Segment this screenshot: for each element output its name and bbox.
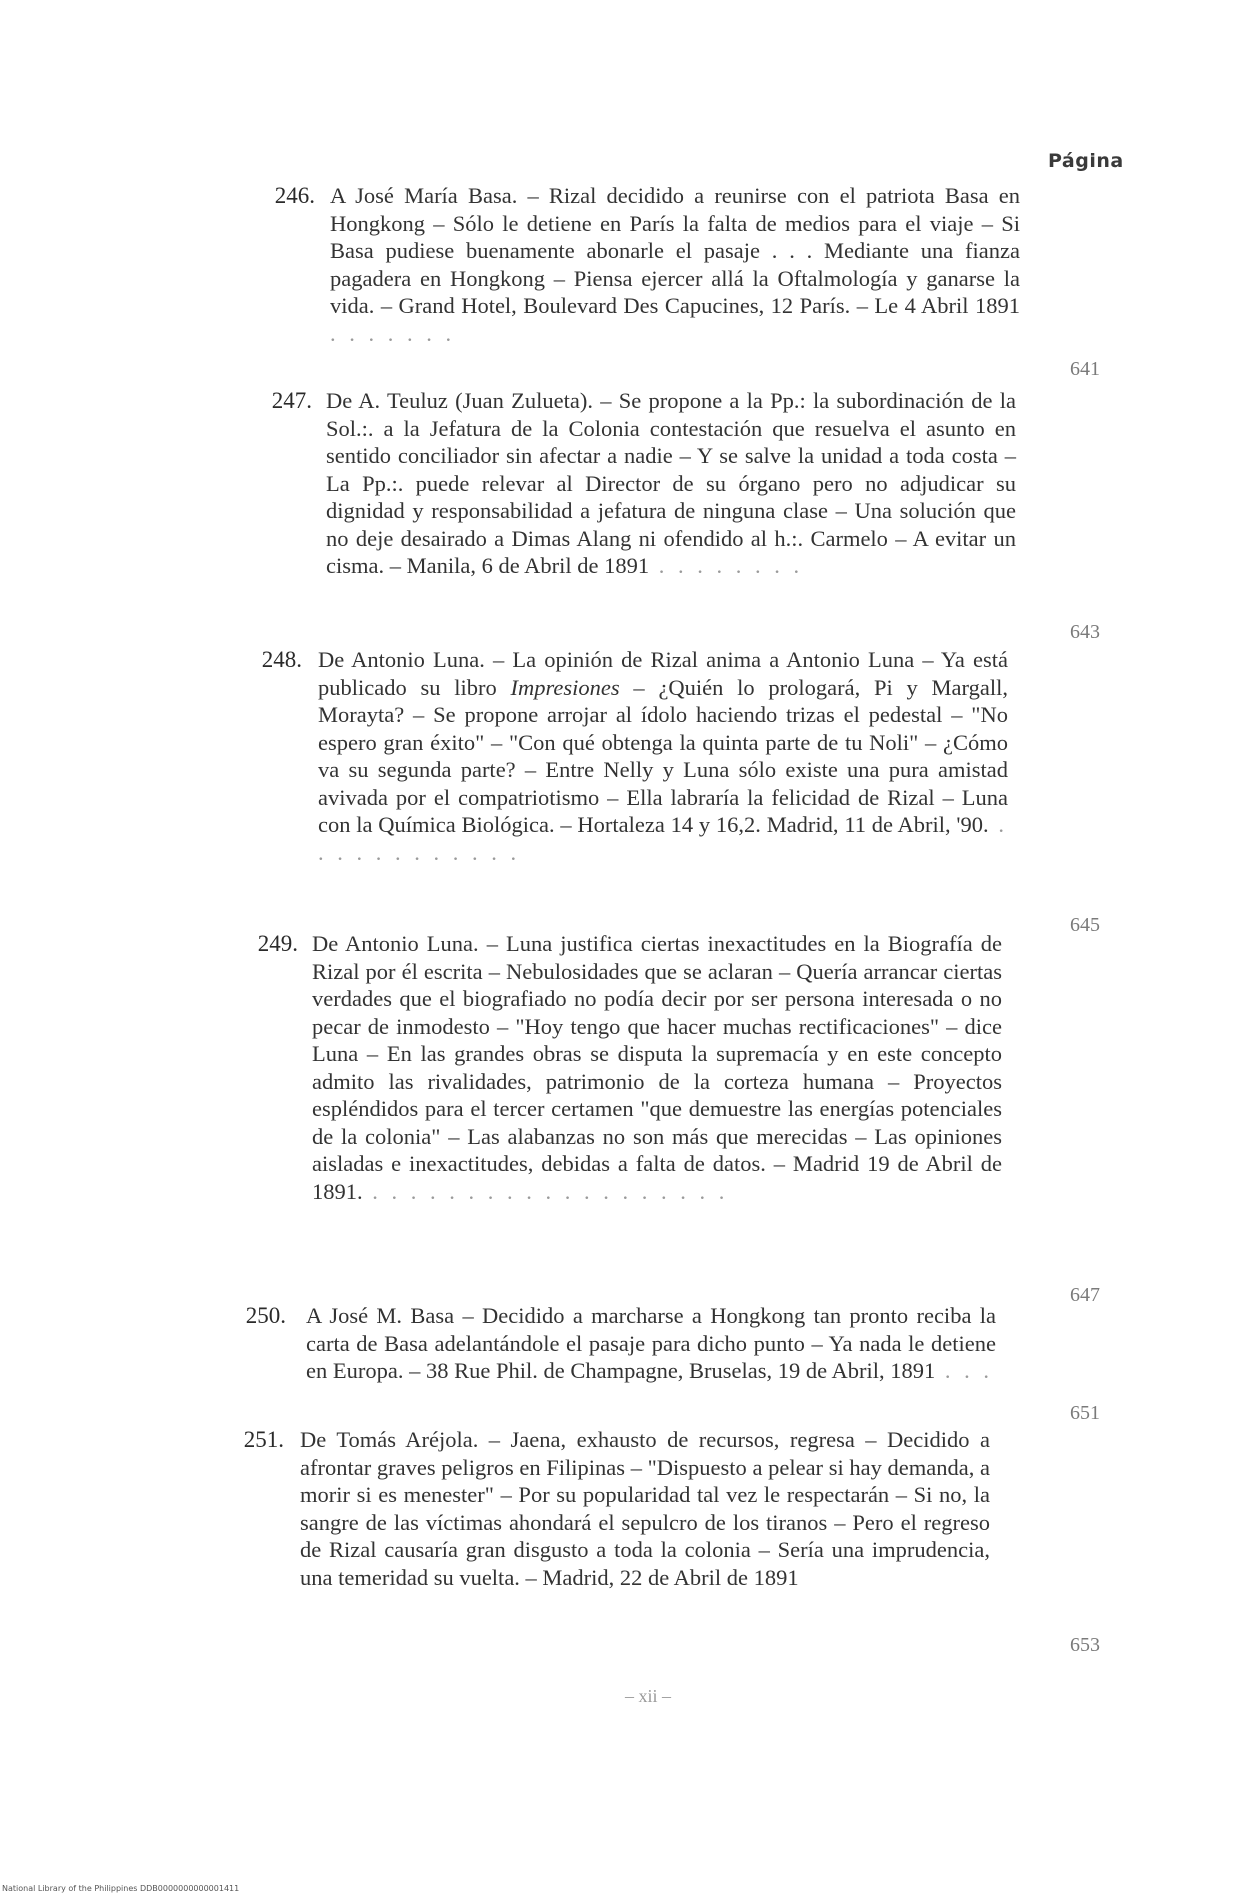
entry-text: A José María Basa. – Rizal decidido a reunirse con el patriota Basa en Hongkong – Sólo le detiene en París la falta de medios para el viaje – Si Basa pudiese buenamente abonarle el pasaje . . . Mediante una fianza pagadera en Hongkong – Piensa ejercer allá la Oftalmología y ganarse la vida. – Grand Hotel, Boulevard Des Capucines, 12 París. – Le 4 Abril 1891 . . . . . . . (330, 183, 1020, 346)
entry-text: De Tomás Aréjola. – Jaena, exhausto de recursos, regresa – Decidido a afrontar graves peligros en Filipinas – "Dispuesto a pelear si hay demanda, a morir si es menester" – Por su popularidad tal vez le respectarán – Si no, la sangre de las víctimas ahondará el sepulcro de los tiranos – Pero el regreso de Rizal causaría gran disgusto a toda la colonia – Sería una imprudencia, una temeridad su vuelta. – Madrid, 22 de Abril de 1891 (300, 1427, 990, 1590)
entry-text: De A. Teuluz (Juan Zulueta). – Se propone a la Pp.: la subordinación de la Sol.:. a la Jefatura de la Colonia contestación que resuelva el asunto en sentido conciliador sin afectar a nadie – Y se salve la unidad a toda costa – La Pp.:. puede relevar al Director de su órgano pero no adjudicar su dignidad y responsabilidad a jefatura de ninguna clase – Una solución que no deje desairado a Dimas Alang ni ofendido al h.:. Carmelo – A evitar un cisma. – Manila, 6 de Abril de 1891 . . . . . . . . (326, 388, 1016, 578)
entry-text: De Antonio Luna. – La opinión de Rizal anima a Antonio Luna – Ya está publicado su libro Impresiones – ¿Quién lo prologará, Pi y Margall, Morayta? – Se propone arrojar al ídolo haciendo trizas el pedestal – "No espero gran éxito" – "Con qué obtenga la quinta parte de tu Noli" – ¿Cómo va su segunda parte? – Entre Nelly y Luna sólo existe una pura amistad avivada por el compatriotismo – Ella labraría la felicidad de Rizal – Luna con la Química Biológica. – Hortaleza 14 y 16,2. Madrid, 11 de Abril, '90. . . . . . . . . . . . . (318, 647, 1009, 865)
entry-number: 251. (243, 1427, 284, 1452)
entry-number: 247. (271, 388, 312, 413)
entry-text: A José M. Basa – Decidido a marcharse a Hongkong tan pronto reciba la carta de Basa adelantándole el pasaje para dicho punto – Ya nada le detiene en Europa. – 38 Rue Phil. de Champagne, Bruselas, 19 de Abril, 1891 . . . (306, 1303, 996, 1383)
page-reference: 641 (1070, 358, 1100, 380)
column-header-pagina: Página (1048, 150, 1124, 172)
page-reference: 653 (1070, 1634, 1100, 1656)
page-reference: 643 (1070, 621, 1100, 643)
library-stamp: National Library of the Philippines DDB0000000000001411 (2, 1884, 240, 1893)
entry-number: 249. (257, 931, 298, 956)
entry-number: 246. (274, 183, 315, 208)
entry-text: De Antonio Luna. – Luna justifica ciertas inexactitudes en la Biografía de Rizal por él escrita – Nebulosidades que se aclaran – Quería arrancar ciertas verdades que el biografiado no podía decir por ser persona interesada o no pecar de inmodesto – "Hoy tengo que hacer muchas rectificaciones" – dice Luna – En las grandes obras se disputa la supremacía y en este concepto admito las rivalidades, patrimonio de la corteza humana – Proyectos espléndidos para el tercer certamen "que demuestre las energías potenciales de la colonia" – Las alabanzas no son más que merecidas – Las opiniones aisladas e inexactitudes, debidas a falta de datos. – Madrid 19 de Abril de 1891. . . . . . . . . . . . . . . . . . . . (312, 931, 1002, 1204)
page-reference: 645 (1070, 914, 1100, 936)
page-reference: 651 (1070, 1402, 1100, 1424)
footer-page-number: – xii – (624, 1686, 671, 1706)
entry-number: 248. (261, 647, 302, 672)
entry-number: 250. (245, 1303, 286, 1328)
page-reference: 647 (1070, 1284, 1100, 1306)
